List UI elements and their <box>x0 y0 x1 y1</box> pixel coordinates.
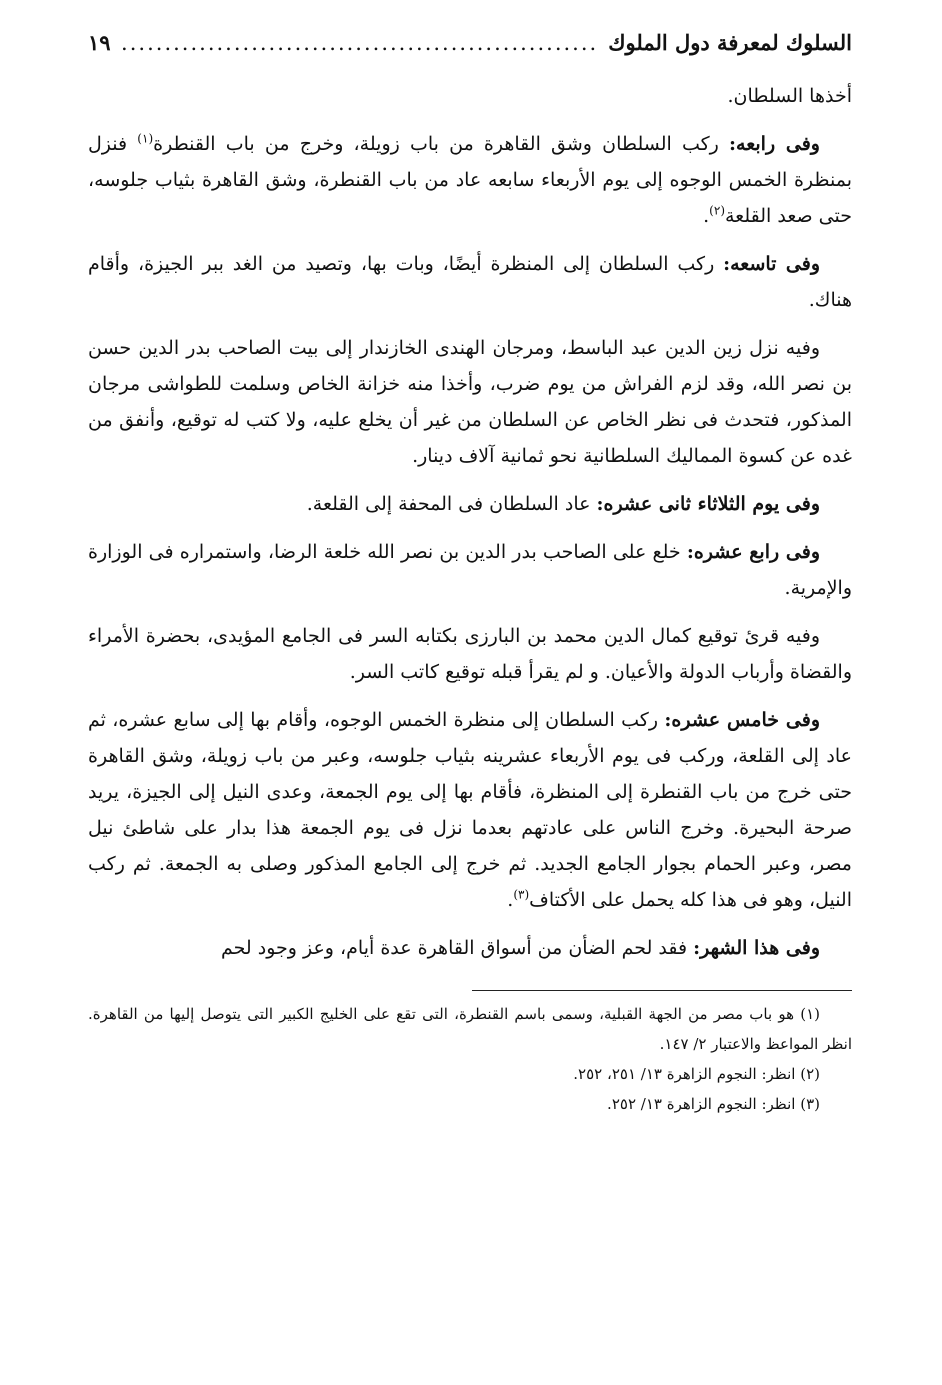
paragraph-text: ركب السلطان إلى منظرة الخمس الوجوه، وأقام بها إلى سابع عشره، ثم عاد إلى القلعة، وركب فى يوم الأربعاء عشرينه بثياب جلوسه، وعبر من باب زويلة، وشق القاهرة حتى خرج من باب القنطرة إلى المنظرة، فأقام بها إلى يوم الجمعة، وعدى النيل إلى الجيزة، يريد صرحة البحيرة. وخرج الناس على عادتهم بعدما نزل فى يوم الجمعة هذا بدار على شاطئ نيل مصر، وعبر الحمام بجوار الجامع الجديد. ثم خرج إلى الجامع المذكور وصلى به الجمعة. ثم ركب النيل، وهو فى هذا كله يحمل على الأكتاف <box>88 709 852 911</box>
running-header <box>88 30 852 78</box>
paragraph-text: فنزل بمنظرة الخمس الوجوه إلى يوم الأربعاء سابعه عاد من باب القنطرة، وشق القاهرة بثياب جلوسه، حتى صعد القلعة <box>88 133 852 227</box>
paragraph-8 <box>88 702 852 918</box>
paragraph-lead: وفى رابعه: <box>729 133 820 155</box>
paragraph-text: ركب السلطان وشق القاهرة من باب زويلة، وخرج من باب القنطرة <box>153 133 730 155</box>
paragraph-text: وفيه قرئ توقيع كمال الدين محمد بن البارزى بكتابه السر فى الجامع المؤيدى، بحضرة الأمراء والقضاة وأرباب الدولة والأعيان. و لم يقرأ قبله توقيع كاتب السر. <box>88 625 852 683</box>
paragraph-2 <box>88 126 852 234</box>
book-title: السلوك لمعرفة دول الملوك <box>608 30 852 55</box>
paragraph-4 <box>88 330 852 474</box>
footnote-ref: (٣) <box>513 887 530 902</box>
footnote-ref: (٢) <box>709 203 725 218</box>
paragraph-lead: وفى خامس عشره: <box>664 709 820 731</box>
paragraph-text: . <box>703 205 710 227</box>
footnote-ref: (١) <box>137 131 154 146</box>
paragraph-text: فقد لحم الضأن من أسواق القاهرة عدة أيام، وعز وجود لحم <box>221 937 694 959</box>
paragraph-lead: وفى هذا الشهر: <box>693 937 820 959</box>
footnote-3: (٣) انظر: النجوم الزاهرة ١٣/ ٢٥٢. <box>607 1095 820 1113</box>
paragraph-9 <box>88 930 852 966</box>
paragraph-text: وفيه نزل زين الدين عبد الباسط، ومرجان الهندى الخازندار إلى بيت الصاحب بدر الدين حسن بن نصر الله، وقد لزم الفراش من يوم ضرب، وأخذا منه خزانة الخاص وسلمت للطواشى مرجان المذكور، فتحدث فى نظر الخاص عن السلطان من غير أن يخلع عليه، ولا كتب له توقيع، وأنفق من غده عن كسوة المماليك السلطانية نحو ثمانية آلاف دينار. <box>88 337 852 467</box>
page-number: ١٩ <box>88 30 111 55</box>
paragraph-text: خلع على الصاحب بدر الدين بن نصر الله خلعة الرضا، واستمراره فى الوزارة والإمرية. <box>88 541 852 599</box>
paragraph-5 <box>88 486 852 522</box>
book-page <box>88 30 852 1119</box>
leader-dots <box>121 31 599 55</box>
paragraph-3 <box>88 246 852 318</box>
paragraph-lead: وفى يوم الثلاثاء ثانى عشره: <box>596 493 820 515</box>
paragraph-text: عاد السلطان فى المحفة إلى القلعة. <box>306 493 597 515</box>
footnote-2: (٢) انظر: النجوم الزاهرة ١٣/ ٢٥١، ٢٥٢. <box>573 1065 820 1083</box>
paragraph-text: . <box>507 889 514 911</box>
footnote-divider <box>472 990 852 991</box>
paragraph-1 <box>88 78 852 114</box>
paragraph-text: ركب السلطان إلى المنظرة أيضًا، وبات بها، وتصيد من الغد ببر الجيزة، وأقام هناك. <box>88 253 852 311</box>
paragraph-6 <box>88 534 852 606</box>
paragraph-lead: وفى تاسعه: <box>723 253 820 275</box>
footnote-1: (١) هو باب مصر من الجهة القبلية، وسمى باسم القنطرة، التى تقع على الخليج الكبير التى يتوصل إليها من القاهرة. انظر المواعظ والاعتبار ٢/ ١٤٧. <box>88 1005 852 1053</box>
paragraph-text: أخذها السلطان. <box>727 85 852 107</box>
paragraph-7 <box>88 618 852 690</box>
paragraph-lead: وفى رابع عشره: <box>686 541 821 563</box>
